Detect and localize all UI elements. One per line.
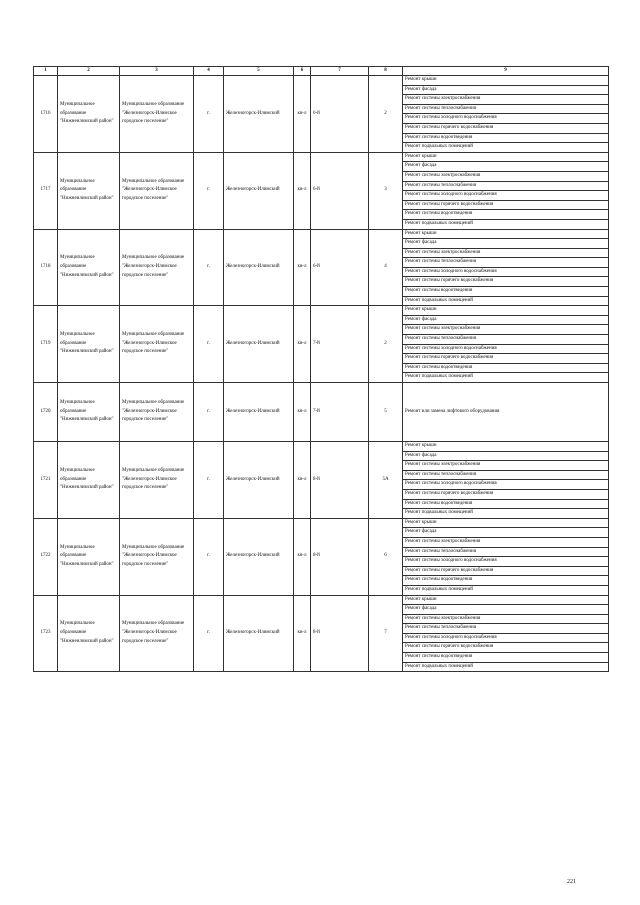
header-col-3: 3 — [120, 67, 194, 76]
settlement-type-cell: г. — [194, 229, 224, 306]
table-row — [34, 229, 609, 239]
work-type-cell: Ремонт крыши — [403, 76, 609, 86]
house-number-cell: 5 — [369, 383, 403, 442]
work-type-cell: Ремонт системы холодного водоснабжения — [403, 267, 609, 277]
district-cell: Муниципальное образование "Нижнеилимский район" — [58, 595, 120, 672]
header-col-7: 7 — [311, 67, 369, 76]
work-type-cell: Ремонт системы электроснабжения — [403, 614, 609, 624]
street-cell: 6-й — [311, 152, 369, 229]
work-type-cell: Ремонт системы водоотведения — [403, 287, 609, 297]
district-cell: Муниципальное образование "Нижнеилимский район" — [58, 383, 120, 442]
work-type-cell: Ремонт системы электроснабжения — [403, 461, 609, 471]
work-type-cell: Ремонт подвальных помещений — [403, 585, 609, 595]
settlement-type-cell: г. — [194, 306, 224, 383]
table-row — [34, 518, 609, 528]
district-cell: Муниципальное образование "Нижнеилимский район" — [58, 518, 120, 595]
page-number: 221 — [567, 879, 576, 885]
settlement-type-cell: г. — [194, 442, 224, 519]
work-type-cell: Ремонт крыши — [403, 306, 609, 316]
work-type-cell: Ремонт фасада — [403, 528, 609, 538]
table-row — [34, 76, 609, 86]
municipality-cell: Муниципальное образование "Железногорск-Илимское городское поселение" — [120, 76, 194, 153]
municipality-cell: Муниципальное образование "Железногорск-Илимское городское поселение" — [120, 306, 194, 383]
house-number-cell: 2 — [369, 306, 403, 383]
header-col-4: 4 — [194, 67, 224, 76]
work-type-cell: Ремонт подвальных помещений — [403, 509, 609, 519]
settlement-type-cell: г. — [194, 76, 224, 153]
city-cell: Железногорск-Илимский — [224, 229, 294, 306]
work-type-cell: Ремонт системы теплоснабжения — [403, 547, 609, 557]
work-type-cell: Ремонт подвальных помещений — [403, 662, 609, 672]
city-cell: Железногорск-Илимский — [224, 518, 294, 595]
row-number: 1723 — [34, 595, 58, 672]
street-cell: 8-й — [311, 442, 369, 519]
row-number: 1716 — [34, 76, 58, 153]
work-type-cell: Ремонт фасада — [403, 315, 609, 325]
street-cell: 8-й — [311, 595, 369, 672]
work-type-cell: Ремонт системы горячего водоснабжения — [403, 123, 609, 133]
work-type-cell: Ремонт системы горячего водоснабжения — [403, 643, 609, 653]
work-type-cell: Ремонт системы теплоснабжения — [403, 470, 609, 480]
house-number-cell: 5А — [369, 442, 403, 519]
work-type-cell: Ремонт системы водоотведения — [403, 576, 609, 586]
work-type-cell: Ремонт системы теплоснабжения — [403, 104, 609, 114]
city-cell: Железногорск-Илимский — [224, 306, 294, 383]
row-number: 1722 — [34, 518, 58, 595]
settlement-type-cell: г. — [194, 383, 224, 442]
city-cell: Железногорск-Илимский — [224, 383, 294, 442]
work-type-cell: Ремонт крыши — [403, 518, 609, 528]
street-type-cell: кв-л — [294, 76, 311, 153]
work-type-cell: Ремонт системы водоотведения — [403, 133, 609, 143]
header-col-6: 6 — [294, 67, 311, 76]
work-type-cell: Ремонт системы электроснабжения — [403, 537, 609, 547]
work-type-cell: Ремонт системы электроснабжения — [403, 325, 609, 335]
work-type-cell: Ремонт системы холодного водоснабжения — [403, 480, 609, 490]
settlement-type-cell: г. — [194, 518, 224, 595]
work-type-cell: Ремонт системы водоотведения — [403, 499, 609, 509]
table-row — [34, 383, 609, 442]
street-cell: 7-й — [311, 383, 369, 442]
district-cell: Муниципальное образование "Нижнеилимский район" — [58, 76, 120, 153]
table-row — [34, 306, 609, 316]
work-type-cell: Ремонт системы холодного водоснабжения — [403, 557, 609, 567]
settlement-type-cell: г. — [194, 595, 224, 672]
work-type-cell: Ремонт системы водоотведения — [403, 363, 609, 373]
work-type-cell: Ремонт системы электроснабжения — [403, 171, 609, 181]
street-type-cell: кв-л — [294, 152, 311, 229]
work-type-cell: Ремонт подвальных помещений — [403, 373, 609, 383]
header-col-1: 1 — [34, 67, 58, 76]
work-type-cell: Ремонт системы теплоснабжения — [403, 181, 609, 191]
work-type-cell: Ремонт подвальных помещений — [403, 219, 609, 229]
work-type-cell: Ремонт фасада — [403, 451, 609, 461]
row-number: 1720 — [34, 383, 58, 442]
work-type-cell: Ремонт подвальных помещений — [403, 296, 609, 306]
house-number-cell: 3 — [369, 152, 403, 229]
settlement-type-cell: г. — [194, 152, 224, 229]
street-type-cell: кв-л — [294, 595, 311, 672]
work-type-cell: Ремонт системы водоотведения — [403, 653, 609, 663]
work-type-cell: Ремонт крыши — [403, 442, 609, 452]
street-cell: 7-й — [311, 306, 369, 383]
work-type-cell: Ремонт системы холодного водоснабжения — [403, 633, 609, 643]
work-type-cell: Ремонт системы водоотведения — [403, 210, 609, 220]
table-body — [34, 76, 609, 672]
header-col-5: 5 — [224, 67, 294, 76]
street-type-cell: кв-л — [294, 442, 311, 519]
row-number: 1721 — [34, 442, 58, 519]
work-type-cell: Ремонт системы холодного водоснабжения — [403, 191, 609, 201]
municipality-cell: Муниципальное образование "Железногорск-Илимское городское поселение" — [120, 383, 194, 442]
street-type-cell: кв-л — [294, 229, 311, 306]
municipality-cell: Муниципальное образование "Железногорск-Илимское городское поселение" — [120, 518, 194, 595]
work-type-cell: Ремонт системы холодного водоснабжения — [403, 344, 609, 354]
district-cell: Муниципальное образование "Нижнеилимский район" — [58, 306, 120, 383]
city-cell: Железногорск-Илимский — [224, 442, 294, 519]
work-type-cell: Ремонт или замена лифтового оборудования — [403, 383, 609, 442]
street-type-cell: кв-л — [294, 518, 311, 595]
work-type-cell: Ремонт фасада — [403, 605, 609, 615]
work-type-cell: Ремонт системы электроснабжения — [403, 95, 609, 105]
work-type-cell: Ремонт системы горячего водоснабжения — [403, 566, 609, 576]
work-type-cell: Ремонт системы горячего водоснабжения — [403, 354, 609, 364]
municipality-cell: Муниципальное образование "Железногорск-Илимское городское поселение" — [120, 595, 194, 672]
row-number: 1719 — [34, 306, 58, 383]
work-type-cell: Ремонт крыши — [403, 229, 609, 239]
work-type-cell: Ремонт фасада — [403, 239, 609, 249]
header-col-9: 9 — [403, 67, 609, 76]
city-cell: Железногорск-Илимский — [224, 76, 294, 153]
district-cell: Муниципальное образование "Нижнеилимский район" — [58, 229, 120, 306]
municipality-cell: Муниципальное образование "Железногорск-Илимское городское поселение" — [120, 229, 194, 306]
row-number: 1718 — [34, 229, 58, 306]
work-type-cell: Ремонт системы теплоснабжения — [403, 335, 609, 345]
work-type-cell: Ремонт фасада — [403, 162, 609, 172]
work-type-cell: Ремонт системы горячего водоснабжения — [403, 489, 609, 499]
work-type-cell: Ремонт фасада — [403, 85, 609, 95]
work-type-cell: Ремонт системы электроснабжения — [403, 248, 609, 258]
municipality-cell: Муниципальное образование "Железногорск-Илимское городское поселение" — [120, 442, 194, 519]
row-number: 1717 — [34, 152, 58, 229]
street-cell: 6-й — [311, 229, 369, 306]
house-number-cell: 7 — [369, 595, 403, 672]
header-col-8: 8 — [369, 67, 403, 76]
district-cell: Муниципальное образование "Нижнеилимский район" — [58, 442, 120, 519]
municipality-cell: Муниципальное образование "Железногорск-Илимское городское поселение" — [120, 152, 194, 229]
house-number-cell: 6 — [369, 518, 403, 595]
work-type-cell: Ремонт системы горячего водоснабжения — [403, 200, 609, 210]
work-type-cell: Ремонт системы теплоснабжения — [403, 258, 609, 268]
work-type-cell: Ремонт крыши — [403, 152, 609, 162]
street-cell: 8-й — [311, 518, 369, 595]
city-cell: Железногорск-Илимский — [224, 595, 294, 672]
street-cell: 6-й — [311, 76, 369, 153]
work-type-cell: Ремонт подвальных помещений — [403, 143, 609, 153]
house-number-cell: 4 — [369, 229, 403, 306]
street-type-cell: кв-л — [294, 306, 311, 383]
table-row — [34, 152, 609, 162]
house-number-cell: 2 — [369, 76, 403, 153]
header-col-2: 2 — [58, 67, 120, 76]
district-cell: Муниципальное образование "Нижнеилимский район" — [58, 152, 120, 229]
city-cell: Железногорск-Илимский — [224, 152, 294, 229]
work-type-cell: Ремонт крыши — [403, 595, 609, 605]
street-type-cell: кв-л — [294, 383, 311, 442]
repair-program-table — [33, 66, 609, 672]
header-row — [34, 67, 609, 76]
work-type-cell: Ремонт системы горячего водоснабжения — [403, 277, 609, 287]
table-row — [34, 442, 609, 452]
work-type-cell: Ремонт системы холодного водоснабжения — [403, 114, 609, 124]
work-type-cell: Ремонт системы теплоснабжения — [403, 624, 609, 634]
table-row — [34, 595, 609, 605]
